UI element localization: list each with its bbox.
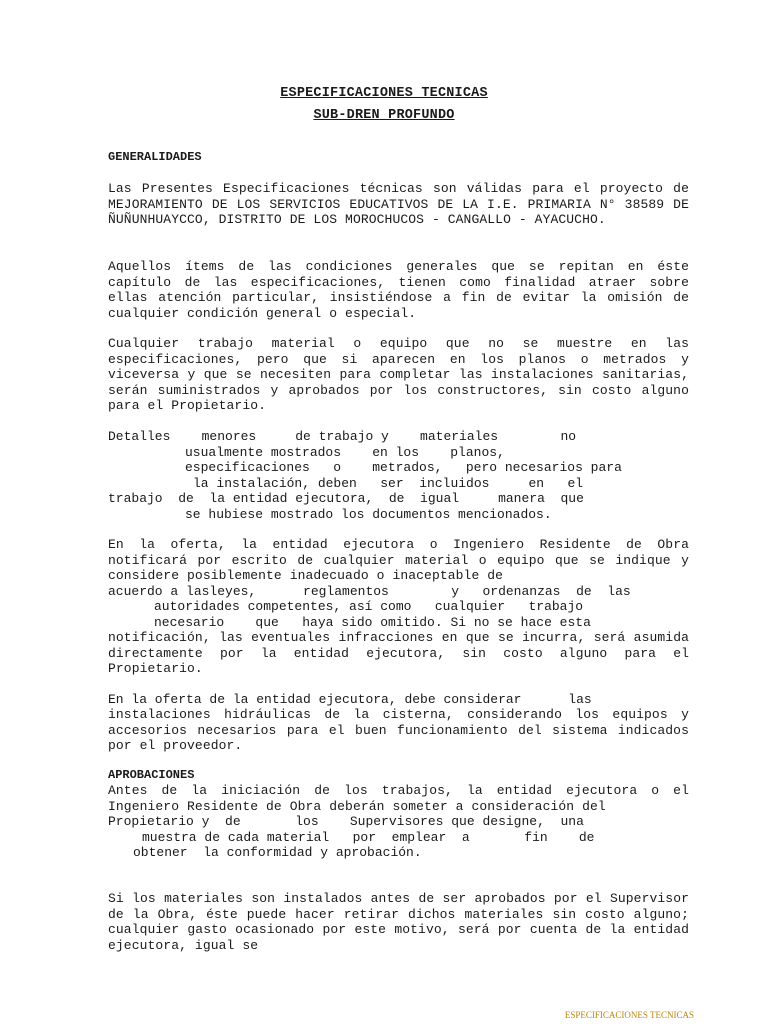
paragraph-4-line: la instalación, deben ser incluidos en el bbox=[193, 476, 584, 491]
paragraph-4-line: Detalles menores de trabajo y materiales no bbox=[108, 429, 577, 444]
paragraph-5-end: notificación, las eventuales infracciones en que se incurra, será asumida directamente por la entidad ejecutora, sin costo alguno para el Propietario. bbox=[108, 630, 689, 677]
paragraph-5-start: En la oferta, la entidad ejecutora o Ingeniero Residente de Obra notificará por escrito de cualquier material o equipo que se indique y considere posiblemente inadecuado o inaceptable de bbox=[108, 537, 689, 584]
paragraph-8: Si los materiales son instalados antes de ser aprobados por el Supervisor de la Obra, éste puede hacer retirar dichos materiales sin costo alguno; cualquier gasto ocasionado por este motivo, será por cuenta de la entidad ejecutora, igual se bbox=[108, 891, 689, 953]
paragraph-4-line: trabajo de la entidad ejecutora, de igual manera que bbox=[108, 491, 584, 506]
paragraph-7-line: Propietario y de los Supervisores que designe, una bbox=[108, 814, 584, 829]
paragraph-7-line: muestra de cada material por emplear a fin de bbox=[142, 830, 595, 845]
paragraph-5-line: autoridades competentes, así como cualquier trabajo bbox=[154, 599, 584, 614]
paragraph-6: instalaciones hidráulicas de la cisterna, considerando los equipos y accesorios necesarios para el buen funcionamiento del sistema indicados por el proveedor. bbox=[108, 707, 689, 754]
section-heading-aprobaciones: APROBACIONES bbox=[108, 768, 195, 782]
paragraph-5-line: necesario que haya sido omitido. Si no se hace esta bbox=[154, 615, 591, 630]
paragraph-5-line: acuerdo a lasleyes, reglamentos y ordenanzas de las bbox=[108, 584, 631, 599]
paragraph-1: Las Presentes Especificaciones técnicas son válidas para el proyecto de MEJORAMIENTO DE LOS SERVICIOS EDUCATIVOS DE LA I.E. PRIMARIA N° 38589 DE ÑUÑUNHUAYCCO, DISTRITO DE LOS MOROCHUCOS - CANGALLO - AYACUCHO. bbox=[108, 181, 689, 228]
paragraph-4-line: se hubiese mostrado los documentos mencionados. bbox=[185, 507, 552, 522]
document-subtitle: SUB-DREN PROFUNDO bbox=[313, 108, 455, 123]
paragraph-2: Aquellos ítems de las condiciones generales que se repitan en éste capítulo de las especificaciones, tienen como finalidad atraer sobre ellas atención particular, insistiéndose a fin de evitar la omisión de cualquier condición general o especial. bbox=[108, 259, 689, 321]
paragraph-7-start: Antes de la iniciación de los trabajos, la entidad ejecutora o el Ingeniero Residente de Obra deberán someter a consideración del bbox=[108, 783, 689, 814]
paragraph-7-line: obtener la conformidad y aprobación. bbox=[133, 845, 422, 860]
document-title: ESPECIFICACIONES TECNICAS bbox=[280, 86, 488, 101]
paragraph-4-line: especificaciones o metrados, pero necesarios para bbox=[185, 460, 622, 475]
section-heading-generalidades: GENERALIDADES bbox=[108, 150, 202, 164]
paragraph-3: Cualquier trabajo material o equipo que no se muestre en las especificaciones, pero que si aparecen en los planos o metrados y viceversa y que se necesiten para completar las instalaciones sanitarias, serán suministrados y aprobados por los constructores, sin costo alguno para el Propietario. bbox=[108, 336, 689, 414]
page-footer: ESPECIFICACIONES TECNICAS bbox=[564, 1010, 694, 1020]
paragraph-6-line: En la oferta de la entidad ejecutora, debe considerar las bbox=[108, 692, 592, 707]
paragraph-4-line: usualmente mostrados en los planos, bbox=[185, 445, 505, 460]
